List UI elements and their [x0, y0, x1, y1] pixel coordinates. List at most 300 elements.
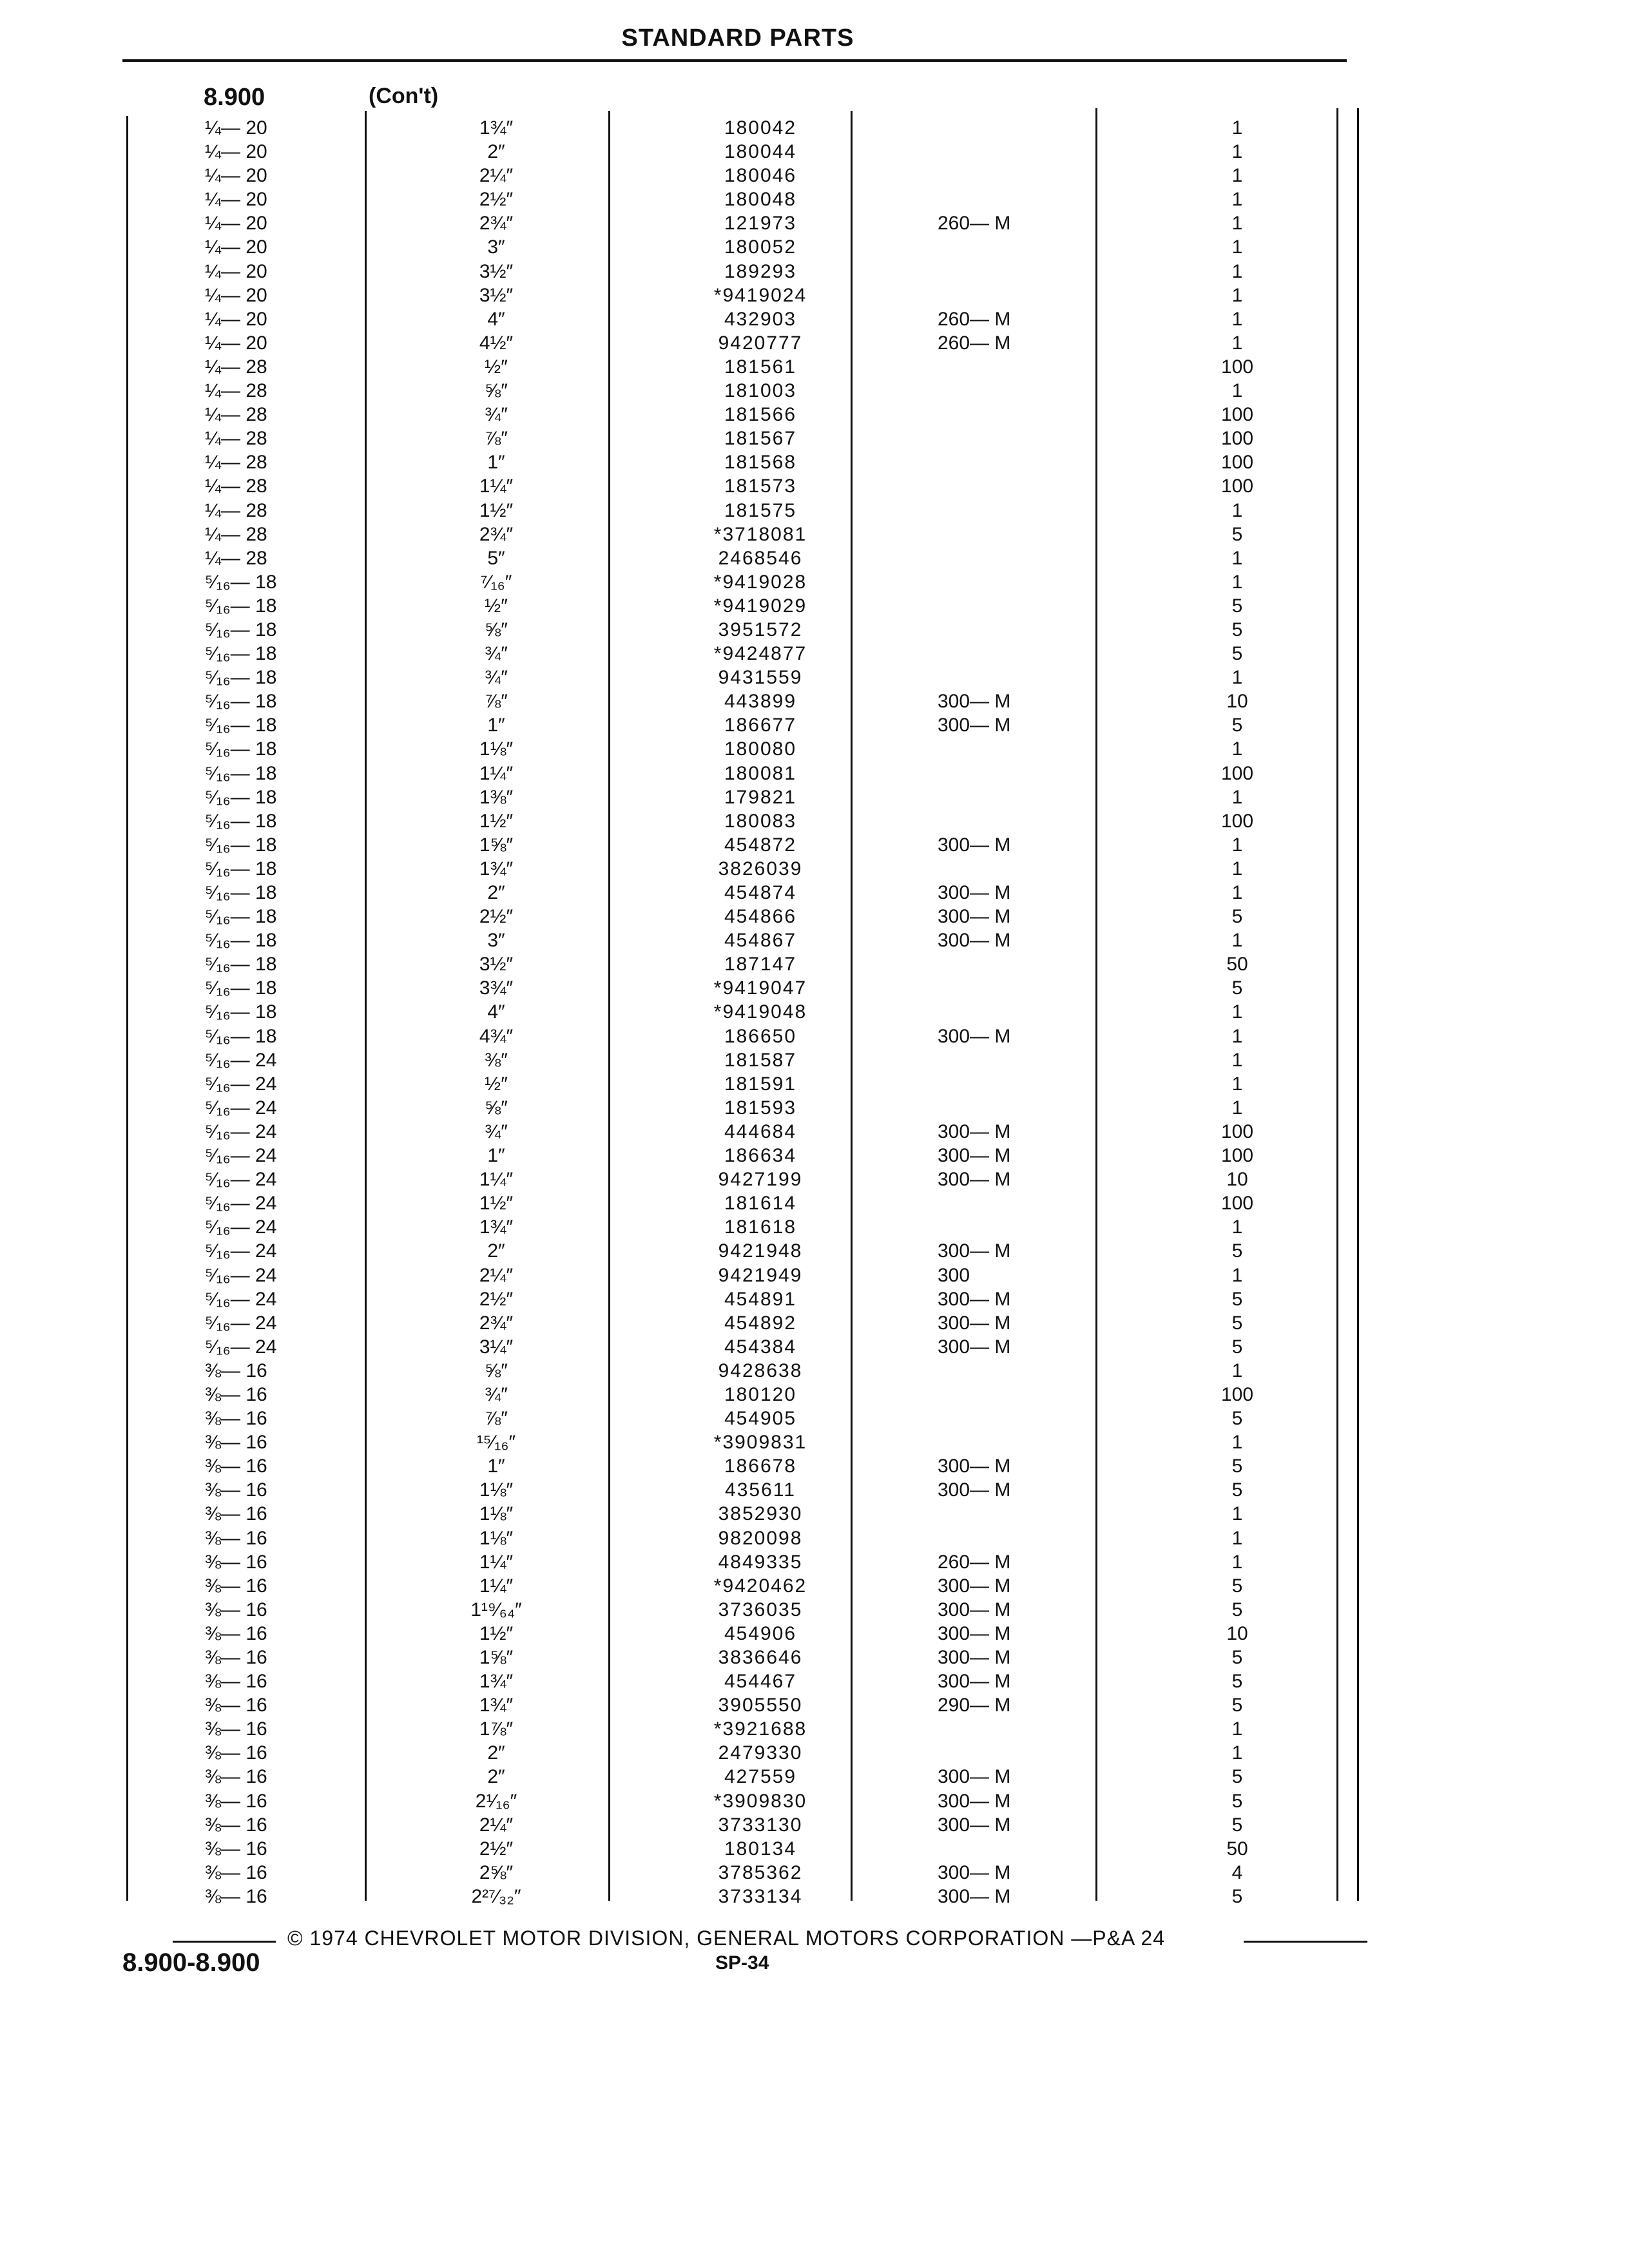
quantity-cell: 5 [1231, 1695, 1243, 1716]
usage-cell: 300— M [938, 1671, 1011, 1693]
part-number-cell: *3921688 [713, 1718, 807, 1740]
usage-cell: 260— M [938, 332, 1011, 354]
table-row [0, 618, 1629, 642]
quantity-cell: 5 [1231, 643, 1243, 665]
part-number-cell: 454874 [724, 882, 797, 903]
part-number-cell: 180048 [724, 189, 797, 211]
part-number-cell: 181567 [724, 428, 797, 450]
part-number-cell: 3733134 [718, 1885, 803, 1907]
length-cell: 2¹⁄₁₆″ [475, 1790, 517, 1812]
table-row [0, 1885, 1629, 1908]
table-row [0, 164, 1629, 187]
part-number-cell: 3905550 [718, 1695, 803, 1716]
length-cell: ¾″ [485, 667, 508, 689]
quantity-cell: 50 [1226, 954, 1248, 975]
thread-size-cell: ¼— 20 [205, 308, 267, 330]
quantity-cell: 1 [1231, 165, 1243, 187]
part-number-cell: 9421948 [718, 1240, 803, 1262]
length-cell: 2¼″ [479, 1264, 514, 1286]
quantity-cell: 5 [1231, 1814, 1243, 1836]
quantity-cell: 100 [1220, 452, 1254, 474]
length-cell: 2²⁷⁄₃₂″ [471, 1885, 521, 1907]
length-cell: 2″ [487, 1766, 505, 1788]
length-cell: 1¼″ [479, 1169, 514, 1191]
thread-size-cell: ⅜— 16 [205, 1814, 267, 1836]
thread-size-cell: ⅜— 16 [205, 1432, 267, 1454]
length-cell: 1¼″ [479, 476, 514, 497]
thread-size-cell: ⁵⁄₁₆— 24 [205, 1264, 277, 1286]
length-cell: ⅞″ [485, 1408, 508, 1430]
part-number-cell: 180046 [724, 165, 797, 187]
table-row [0, 1024, 1629, 1048]
table-row [0, 594, 1629, 618]
quantity-cell: 50 [1226, 1838, 1248, 1860]
part-number-cell: 181561 [724, 356, 797, 378]
thread-size-cell: ⁵⁄₁₆— 24 [205, 1169, 277, 1191]
usage-cell: 260— M [938, 1551, 1011, 1573]
thread-size-cell: ¼— 20 [205, 284, 267, 306]
thread-size-cell: ⅜— 16 [205, 1408, 267, 1430]
table-row [0, 284, 1629, 307]
thread-size-cell: ¼— 28 [205, 499, 267, 521]
quantity-cell: 1 [1231, 332, 1243, 354]
usage-cell: 300— M [938, 1790, 1011, 1812]
part-number-cell: 121973 [724, 213, 797, 235]
part-number-cell: 435611 [725, 1479, 796, 1501]
table-row [0, 1430, 1629, 1454]
quantity-cell: 5 [1231, 1647, 1243, 1668]
thread-size-cell: ¼— 20 [205, 189, 267, 211]
part-number-cell: *9419029 [713, 595, 807, 617]
thread-size-cell: ⁵⁄₁₆— 18 [205, 1025, 277, 1047]
quantity-cell: 1 [1231, 236, 1243, 258]
quantity-cell: 5 [1231, 977, 1243, 999]
thread-size-cell: ⁵⁄₁₆— 18 [205, 619, 277, 640]
length-cell: 5″ [487, 547, 505, 569]
part-number-cell: 186677 [724, 715, 797, 736]
part-number-cell: *9419028 [713, 571, 807, 593]
table-row [0, 523, 1629, 546]
table-row [0, 1048, 1629, 1072]
thread-size-cell: ¼— 28 [205, 404, 267, 426]
part-number-cell: 427559 [724, 1766, 797, 1788]
quantity-cell: 1 [1231, 547, 1243, 569]
quantity-cell: 100 [1220, 762, 1254, 784]
part-number-cell: 180120 [724, 1383, 797, 1405]
length-cell: 2″ [487, 882, 505, 903]
table-row [0, 1096, 1629, 1120]
quantity-cell: 1 [1231, 786, 1243, 808]
quantity-cell: 1 [1231, 284, 1243, 306]
usage-cell: 300— M [938, 1479, 1011, 1501]
length-cell: 4″ [487, 1001, 505, 1023]
part-number-cell: 454892 [724, 1312, 797, 1334]
thread-size-cell: ⁵⁄₁₆— 18 [205, 643, 277, 665]
thread-size-cell: ⁵⁄₁₆— 18 [205, 667, 277, 689]
part-number-cell: 3733130 [718, 1814, 803, 1836]
usage-cell: 300— M [938, 882, 1011, 903]
table-row [0, 666, 1629, 689]
quantity-cell: 1 [1231, 1742, 1243, 1764]
quantity-cell: 1 [1231, 141, 1243, 163]
table-row [0, 187, 1629, 211]
table-row [0, 570, 1629, 594]
part-number-cell: 454467 [724, 1671, 797, 1693]
thread-size-cell: ⁵⁄₁₆— 18 [205, 930, 277, 952]
quantity-cell: 100 [1220, 1383, 1254, 1405]
usage-cell: 300— M [938, 1288, 1011, 1310]
usage-cell: 300— M [938, 1622, 1011, 1644]
thread-size-cell: ¼— 20 [205, 236, 267, 258]
thread-size-cell: ⁵⁄₁₆— 24 [205, 1049, 277, 1071]
thread-size-cell: ⁵⁄₁₆— 18 [205, 1001, 277, 1023]
length-cell: 2½″ [479, 189, 514, 211]
part-number-cell: *9419024 [713, 284, 807, 306]
part-number-cell: 9421949 [718, 1264, 803, 1286]
page-number: SP-34 [715, 1952, 769, 1974]
quantity-cell: 5 [1231, 1456, 1243, 1477]
quantity-cell: 100 [1220, 404, 1254, 426]
table-row [0, 1335, 1629, 1359]
quantity-cell: 1 [1231, 834, 1243, 856]
part-number-cell: 181003 [724, 380, 797, 402]
part-number-cell: 181618 [724, 1216, 797, 1238]
usage-cell: 300— M [938, 1145, 1011, 1167]
part-number-cell: 181566 [724, 404, 797, 426]
thread-size-cell: ⅜— 16 [205, 1838, 267, 1860]
length-cell: 1¾″ [479, 117, 514, 139]
thread-size-cell: ¼— 20 [205, 141, 267, 163]
quantity-cell: 1 [1231, 571, 1243, 593]
thread-size-cell: ¼— 28 [205, 356, 267, 378]
table-row [0, 857, 1629, 881]
thread-size-cell: ⁵⁄₁₆— 18 [205, 738, 277, 760]
quantity-cell: 1 [1231, 1049, 1243, 1071]
table-row [0, 1239, 1629, 1263]
part-number-cell: 3736035 [718, 1599, 803, 1620]
table-row [0, 427, 1629, 450]
part-number-cell: 181591 [724, 1073, 797, 1095]
thread-size-cell: ⁵⁄₁₆— 24 [205, 1240, 277, 1262]
part-number-cell: *3718081 [713, 523, 807, 545]
table-row [0, 1861, 1629, 1885]
table-row [0, 499, 1629, 523]
quantity-cell: 5 [1231, 1885, 1243, 1907]
thread-size-cell: ⁵⁄₁₆— 18 [205, 715, 277, 736]
thread-size-cell: ⅜— 16 [205, 1766, 267, 1788]
part-number-cell: 186678 [724, 1456, 797, 1477]
copyright-footer: © 1974 CHEVROLET MOTOR DIVISION, GENERAL MOTORS CORPORATION —P&A 24 [287, 1927, 1165, 1950]
length-cell: 1⅛″ [479, 1503, 514, 1525]
length-cell: ½″ [485, 1073, 508, 1095]
length-cell: 2¾″ [479, 523, 514, 545]
part-number-cell: 443899 [724, 691, 797, 713]
usage-cell: 300— M [938, 1599, 1011, 1620]
part-number-cell: 180044 [724, 141, 797, 163]
thread-size-cell: ¼— 28 [205, 380, 267, 402]
thread-size-cell: ⁵⁄₁₆— 24 [205, 1120, 277, 1142]
quantity-cell: 1 [1231, 499, 1243, 521]
quantity-cell: 1 [1231, 260, 1243, 282]
length-cell: 1⅜″ [479, 786, 514, 808]
part-number-cell: 9820098 [718, 1527, 803, 1549]
table-row [0, 928, 1629, 952]
quantity-cell: 5 [1231, 1240, 1243, 1262]
thread-size-cell: ⅜— 16 [205, 1479, 267, 1501]
length-cell: 2¾″ [479, 213, 514, 235]
quantity-cell: 1 [1231, 1025, 1243, 1047]
thread-size-cell: ⁵⁄₁₆— 18 [205, 691, 277, 713]
part-number-cell: 180081 [724, 762, 797, 784]
part-number-cell: 454872 [724, 834, 797, 856]
length-cell: 3¾″ [479, 977, 514, 999]
usage-cell: 300— M [938, 930, 1011, 952]
length-cell: 1½″ [479, 1193, 514, 1215]
quantity-cell: 1 [1231, 1503, 1243, 1525]
continued-label: (Con't) [369, 84, 439, 108]
part-number-cell: 181573 [724, 476, 797, 497]
quantity-cell: 1 [1231, 1432, 1243, 1454]
table-row [0, 1669, 1629, 1693]
thread-size-cell: ⁵⁄₁₆— 24 [205, 1288, 277, 1310]
length-cell: 1″ [487, 452, 505, 474]
part-number-cell: 3951572 [718, 619, 803, 640]
length-cell: 1⅝″ [479, 1647, 514, 1668]
table-row [0, 450, 1629, 474]
length-cell: 1¼″ [479, 762, 514, 784]
thread-size-cell: ¼— 20 [205, 332, 267, 354]
length-cell: 2″ [487, 141, 505, 163]
length-cell: 1¹⁹⁄₆₄″ [470, 1599, 522, 1620]
footer-rule-right [1244, 1941, 1367, 1943]
part-number-cell: 432903 [724, 308, 797, 330]
quantity-cell: 1 [1231, 738, 1243, 760]
quantity-cell: 1 [1231, 189, 1243, 211]
length-cell: ¾″ [485, 404, 508, 426]
part-number-cell: *9419047 [713, 977, 807, 999]
thread-size-cell: ⅜— 16 [205, 1671, 267, 1693]
table-row [0, 1478, 1629, 1502]
table-row [0, 642, 1629, 666]
length-cell: 2″ [487, 1240, 505, 1262]
thread-size-cell: ¼— 20 [205, 117, 267, 139]
quantity-cell: 1 [1231, 1216, 1243, 1238]
thread-size-cell: ⅜— 16 [205, 1695, 267, 1716]
table-row [0, 713, 1629, 737]
thread-size-cell: ⁵⁄₁₆— 18 [205, 954, 277, 975]
table-row [0, 1550, 1629, 1574]
part-number-cell: 454905 [724, 1408, 797, 1430]
table-row [0, 1144, 1629, 1168]
part-number-cell: 3852930 [718, 1503, 803, 1525]
thread-size-cell: ⁵⁄₁₆— 18 [205, 858, 277, 879]
usage-cell: 260— M [938, 213, 1011, 235]
part-number-cell: 2479330 [718, 1742, 803, 1764]
part-number-cell: 454866 [724, 906, 797, 928]
usage-cell: 300— M [938, 691, 1011, 713]
length-cell: 1¾″ [479, 1671, 514, 1693]
table-row [0, 1693, 1629, 1717]
thread-size-cell: ⁵⁄₁₆— 24 [205, 1145, 277, 1167]
length-cell: 1¾″ [479, 1695, 514, 1716]
table-row [0, 403, 1629, 427]
part-number-cell: 454867 [724, 930, 797, 952]
part-number-cell: *3909830 [713, 1790, 807, 1812]
thread-size-cell: ⁵⁄₁₆— 18 [205, 906, 277, 928]
table-row [0, 905, 1629, 928]
usage-cell: 290— M [938, 1695, 1011, 1716]
length-cell: ⅝″ [485, 1097, 508, 1119]
thread-size-cell: ¼— 20 [205, 260, 267, 282]
table-row [0, 785, 1629, 809]
part-number-cell: 9428638 [718, 1360, 803, 1381]
thread-size-cell: ⅜— 16 [205, 1790, 267, 1812]
length-cell: 1½″ [479, 499, 514, 521]
table-row [0, 1813, 1629, 1837]
quantity-cell: 5 [1231, 1408, 1243, 1430]
quantity-cell: 100 [1220, 810, 1254, 832]
part-number-cell: 4849335 [718, 1551, 803, 1573]
usage-cell: 300— M [938, 1885, 1011, 1907]
length-cell: 3¼″ [479, 1336, 514, 1358]
length-cell: ⅜″ [485, 1049, 508, 1071]
part-number-cell: 2468546 [718, 547, 803, 569]
thread-size-cell: ⁵⁄₁₆— 18 [205, 786, 277, 808]
thread-size-cell: ⅜— 16 [205, 1742, 267, 1764]
table-row [0, 762, 1629, 785]
length-cell: 4½″ [479, 332, 514, 354]
quantity-cell: 1 [1231, 1073, 1243, 1095]
table-row [0, 355, 1629, 379]
table-row [0, 881, 1629, 905]
usage-cell: 300— M [938, 1240, 1011, 1262]
table-row [0, 140, 1629, 164]
part-number-cell: *3909831 [713, 1432, 807, 1454]
quantity-cell: 5 [1231, 1479, 1243, 1501]
part-number-cell: 454891 [724, 1288, 797, 1310]
thread-size-cell: ⅜— 16 [205, 1599, 267, 1620]
length-cell: ¾″ [485, 1383, 508, 1405]
parts-table [0, 116, 1629, 1908]
quantity-cell: 1 [1231, 1097, 1243, 1119]
part-number-cell: 179821 [724, 786, 797, 808]
length-cell: 3″ [487, 930, 505, 952]
quantity-cell: 1 [1231, 1360, 1243, 1381]
usage-cell: 300— M [938, 906, 1011, 928]
thread-size-cell: ⁵⁄₁₆— 18 [205, 571, 277, 593]
table-row [0, 1646, 1629, 1669]
part-number-cell: 3836646 [718, 1647, 803, 1668]
thread-size-cell: ¼— 28 [205, 452, 267, 474]
table-row [0, 1000, 1629, 1024]
part-number-cell: 444684 [724, 1120, 797, 1142]
quantity-cell: 5 [1231, 1599, 1243, 1620]
quantity-cell: 1 [1231, 1551, 1243, 1573]
table-row [0, 1311, 1629, 1335]
table-row [0, 1502, 1629, 1526]
table-row [0, 1765, 1629, 1789]
length-cell: 3″ [487, 236, 505, 258]
usage-cell: 300— M [938, 1456, 1011, 1477]
thread-size-cell: ¼— 20 [205, 213, 267, 235]
part-number-cell: 454906 [724, 1622, 797, 1644]
usage-cell: 300— M [938, 1312, 1011, 1334]
quantity-cell: 10 [1226, 691, 1248, 713]
length-cell: 1½″ [479, 810, 514, 832]
thread-size-cell: ¼— 20 [205, 165, 267, 187]
table-row [0, 809, 1629, 833]
table-row [0, 235, 1629, 259]
quantity-cell: 5 [1231, 1790, 1243, 1812]
table-row [0, 1407, 1629, 1430]
length-cell: ⅞″ [485, 691, 508, 713]
table-row [0, 1287, 1629, 1311]
part-number-cell: 3785362 [718, 1861, 803, 1883]
part-number-cell: 186634 [724, 1145, 797, 1167]
length-cell: 2½″ [479, 1288, 514, 1310]
length-cell: 1⅞″ [479, 1718, 514, 1740]
table-row [0, 1741, 1629, 1765]
table-row [0, 307, 1629, 331]
quantity-cell: 10 [1226, 1169, 1248, 1191]
length-cell: 1″ [487, 1456, 505, 1477]
thread-size-cell: ⅜— 16 [205, 1647, 267, 1668]
length-cell: 1½″ [479, 1622, 514, 1644]
part-number-cell: 189293 [724, 260, 797, 282]
length-cell: ¾″ [485, 643, 508, 665]
part-number-cell: 9427199 [718, 1169, 803, 1191]
table-row [0, 546, 1629, 570]
quantity-cell: 5 [1231, 1288, 1243, 1310]
length-cell: 3½″ [479, 284, 514, 306]
part-number-cell: 180042 [724, 117, 797, 139]
thread-size-cell: ¼— 28 [205, 523, 267, 545]
thread-size-cell: ⁵⁄₁₆— 18 [205, 977, 277, 999]
quantity-cell: 4 [1231, 1861, 1243, 1883]
thread-size-cell: ⁵⁄₁₆— 24 [205, 1336, 277, 1358]
thread-size-cell: ⅜— 16 [205, 1503, 267, 1525]
table-row [0, 1191, 1629, 1215]
length-cell: 1⅛″ [479, 1479, 514, 1501]
length-cell: 1¼″ [479, 1551, 514, 1573]
table-row [0, 379, 1629, 403]
quantity-cell: 1 [1231, 117, 1243, 139]
thread-size-cell: ¼— 28 [205, 428, 267, 450]
quantity-cell: 1 [1231, 1264, 1243, 1286]
thread-size-cell: ⁵⁄₁₆— 24 [205, 1312, 277, 1334]
length-cell: ⁷⁄₁₆″ [480, 571, 512, 593]
part-number-cell: 180083 [724, 810, 797, 832]
table-row [0, 1264, 1629, 1287]
quantity-cell: 5 [1231, 1766, 1243, 1788]
table-row [0, 474, 1629, 498]
length-cell: ¹⁵⁄₁₆″ [476, 1432, 516, 1454]
quantity-cell: 100 [1220, 1120, 1254, 1142]
quantity-cell: 5 [1231, 715, 1243, 736]
thread-size-cell: ⅜— 16 [205, 1527, 267, 1549]
quantity-cell: 1 [1231, 380, 1243, 402]
part-number-cell: 181614 [724, 1193, 797, 1215]
usage-cell: 260— M [938, 308, 1011, 330]
length-cell: 2⅝″ [479, 1861, 514, 1883]
table-row [0, 1526, 1629, 1550]
length-cell: 1″ [487, 715, 505, 736]
table-row [0, 116, 1629, 140]
length-cell: ⅝″ [485, 380, 508, 402]
usage-cell: 300— M [938, 1120, 1011, 1142]
quantity-cell: 1 [1231, 213, 1243, 235]
quantity-cell: 5 [1231, 1575, 1243, 1597]
